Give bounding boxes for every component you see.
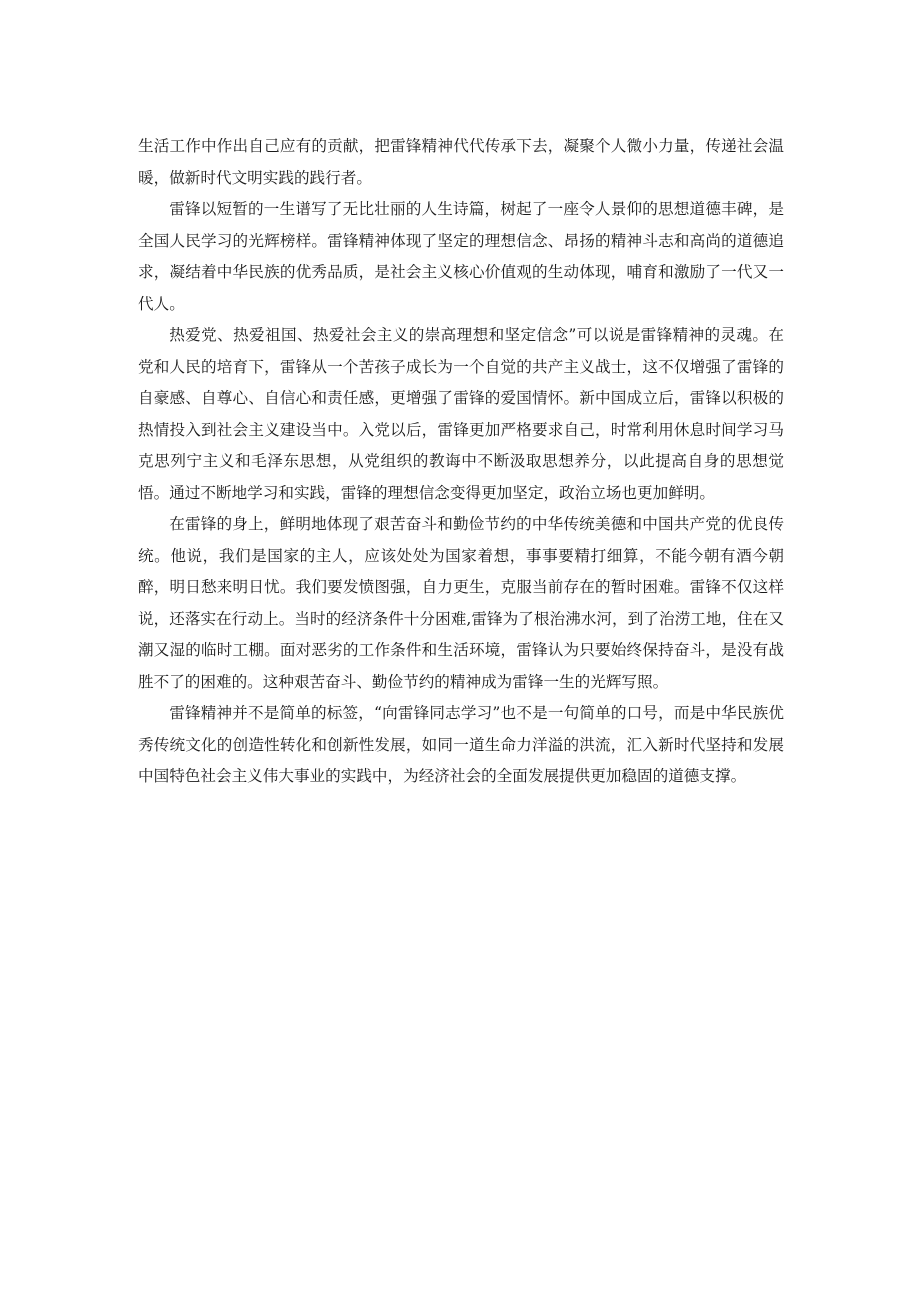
document-page	[138, 131, 784, 793]
paragraph-spirit-development: 雷锋精神并不是简单的标签，“向雷锋同志学习”也不是一句简单的口号，而是中华民族优秀传统文化的创造性转化和创新性发展，如同一道生命力洋溢的洪流，汇入新时代坚持和发展中国特色社会主义伟大事业的实践中，为经济社会的全面发展提供更加稳固的道德支撑。	[138, 704, 784, 785]
paragraph-ideals-faith: 热爱党、热爱祖国、热爱社会主义的崇高理想和坚定信念”可以说是雷锋精神的灵魂。在党和人民的培育下，雷锋从一个苦孩子成长为一个自觉的共产主义战士，这不仅增强了雷锋的自豪感、自尊心、自信心和责任感，更增强了雷锋的爱国情怀。新中国成立后，雷锋以积极的热情投入到社会主义建设当中。入党以后，雷锋更加严格要求自己，时常利用休息时间学习马克思列宁主义和毛泽东思想，从党组织的教诲中不断汲取思想养分，以此提高自身的思想觉悟。通过不断地学习和实践，雷锋的理想信念变得更加坚定，政治立场也更加鲜明。	[138, 326, 784, 502]
paragraph-continuation: 生活工作中作出自己应有的贡献，把雷锋精神代代传承下去，凝聚个人微小力量，传递社会温暖，做新时代文明实践的践行者。	[138, 137, 784, 187]
paragraph-hard-work-thrift: 在雷锋的身上，鲜明地体现了艰苦奋斗和勤俭节约的中华传统美德和中国共产党的优良传统。他说，我们是国家的主人，应该处处为国家着想，事事要精打细算，不能今朝有酒今朝醉，明日愁来明日忧。我们要发愤图强，自力更生，克服当前存在的暂时困难。雷锋不仅这样说，还落实在行动上。当时的经济条件十分困难,雷锋为了根治沸水河，到了治涝工地，住在又潮又湿的临时工棚。面对恶劣的工作条件和生活环境，雷锋认为只要始终保持奋斗，是没有战胜不了的困难的。这种艰苦奋斗、勤俭节约的精神成为雷锋一生的光辉写照。	[138, 515, 784, 691]
paragraph-lei-feng-life: 雷锋以短暂的一生谱写了无比壮丽的人生诗篇，树起了一座令人景仰的思想道德丰碑，是全国人民学习的光辉榜样。雷锋精神体现了坚定的理想信念、昂扬的精神斗志和高尚的道德追求，凝结着中华民族的优秀品质，是社会主义核心价值观的生动体现，哺育和激励了一代又一代人。	[138, 200, 784, 313]
